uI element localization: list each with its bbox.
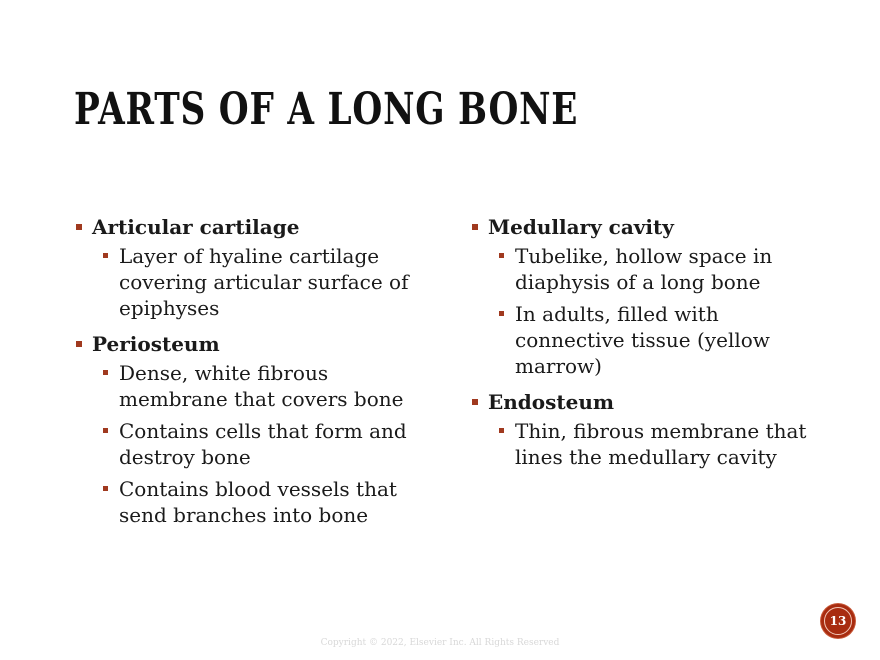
bullet-heading: Medullary cavity	[488, 215, 674, 239]
sub-bullet-text: Dense, white fibrous membrane that covers bone	[119, 361, 404, 411]
copyright-footer: Copyright © 2022, Elsevier Inc. All Rights Reserved	[320, 638, 560, 648]
sub-bullet-text: In adults, filled with connective tissue (yellow marrow)	[515, 302, 770, 378]
sub-bullet-text: Layer of hyaline cartilage covering articular surface of epiphyses	[119, 244, 409, 320]
slide-title: PARTS OF A LONG BONE	[74, 84, 579, 135]
bullet-articular-cartilage	[74, 214, 434, 321]
square-bullet-icon	[76, 341, 82, 347]
square-bullet-icon	[103, 428, 108, 433]
square-bullet-icon	[76, 224, 82, 230]
square-bullet-icon	[472, 399, 478, 405]
right-column	[470, 214, 830, 480]
page-number-badge	[821, 604, 855, 638]
square-bullet-icon	[472, 224, 478, 230]
sub-bullet-text: Contains cells that form and destroy bone	[119, 419, 407, 469]
bullet-endosteum	[470, 389, 830, 470]
bullet-periosteum	[74, 331, 434, 528]
bullet-medullary-cavity	[470, 214, 830, 379]
square-bullet-icon	[103, 486, 108, 491]
page-number: 13	[829, 614, 847, 628]
square-bullet-icon	[499, 311, 504, 316]
square-bullet-icon	[103, 370, 108, 375]
sub-bullet-text: Contains blood vessels that send branches into bone	[119, 477, 397, 527]
bullet-heading: Articular cartilage	[92, 215, 300, 239]
bullet-heading: Periosteum	[92, 332, 220, 356]
sub-bullet-text: Tubelike, hollow space in diaphysis of a long bone	[515, 244, 773, 294]
square-bullet-icon	[103, 253, 108, 258]
square-bullet-icon	[499, 253, 504, 258]
square-bullet-icon	[499, 428, 504, 433]
sub-bullet-text: Thin, fibrous membrane that lines the medullary cavity	[515, 419, 807, 469]
bullet-heading: Endosteum	[488, 390, 615, 414]
left-column	[74, 214, 434, 538]
